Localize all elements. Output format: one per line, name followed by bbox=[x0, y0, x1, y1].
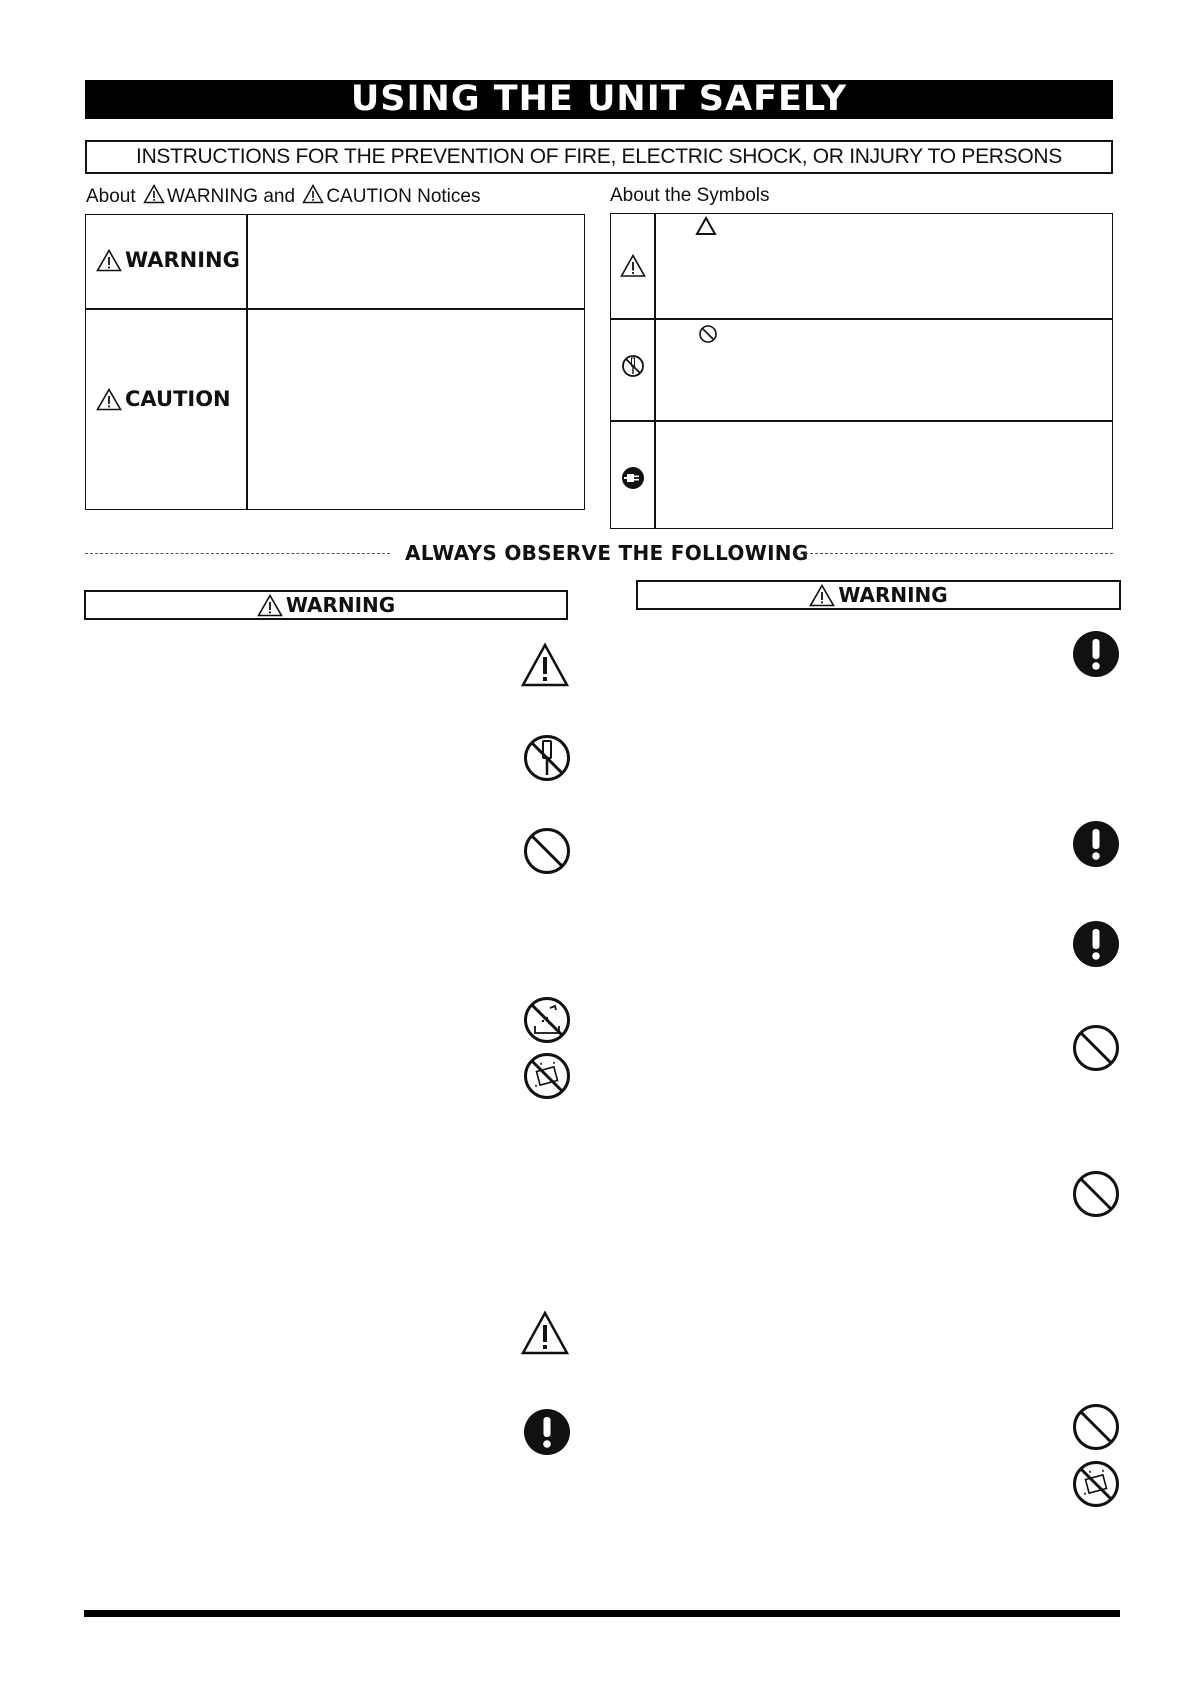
caution-notice-text: CAUTION bbox=[125, 387, 231, 411]
notices-divider-vertical bbox=[246, 215, 248, 509]
right-warning-header bbox=[636, 580, 1121, 610]
notices-heading-about: About bbox=[86, 186, 136, 207]
symbols-divider-row2 bbox=[611, 420, 1112, 422]
right-warning-header-text: WARNING bbox=[838, 583, 948, 607]
mandatory-icon bbox=[1072, 630, 1120, 678]
notices-heading-caution: CAUTION Notices bbox=[326, 186, 481, 207]
warning-triangle-icon bbox=[96, 249, 122, 272]
unplug-icon bbox=[621, 466, 645, 490]
no-disassemble-icon bbox=[621, 354, 645, 378]
caution-triangle-icon bbox=[96, 388, 122, 411]
prohibited-icon bbox=[523, 827, 571, 875]
notices-table bbox=[85, 214, 585, 510]
alert-triangle-icon bbox=[520, 1310, 570, 1356]
warning-triangle-icon bbox=[143, 184, 165, 204]
symbols-divider-vertical bbox=[654, 214, 656, 528]
notices-heading-warning: WARNING bbox=[166, 186, 259, 207]
bottom-rule bbox=[84, 1610, 1120, 1617]
page-title: USING THE UNIT SAFELY bbox=[85, 80, 1113, 119]
small-triangle-icon bbox=[695, 216, 717, 236]
observe-heading: ALWAYS OBSERVE THE FOLLOWING bbox=[405, 541, 809, 565]
left-warning-header-text: WARNING bbox=[285, 593, 396, 617]
small-prohibited-icon bbox=[698, 324, 718, 344]
caution-triangle-icon bbox=[302, 184, 324, 204]
caution-notice-label bbox=[96, 387, 231, 411]
symbols-table bbox=[610, 213, 1113, 529]
mandatory-icon bbox=[1072, 820, 1120, 868]
symbols-heading: About the Symbols bbox=[610, 185, 770, 206]
no-liquid-icon bbox=[1072, 1460, 1120, 1508]
observe-dash-right bbox=[795, 553, 1113, 554]
prohibited-icon bbox=[1072, 1403, 1120, 1451]
notices-heading bbox=[86, 184, 480, 208]
warning-notice-label bbox=[96, 248, 240, 272]
alert-triangle-icon bbox=[620, 254, 646, 278]
no-disassemble-icon bbox=[523, 734, 571, 782]
mandatory-icon bbox=[523, 1408, 571, 1456]
left-warning-header bbox=[84, 590, 568, 620]
prohibited-icon bbox=[1072, 1170, 1120, 1218]
no-liquid-icon bbox=[523, 1052, 571, 1100]
no-water-icon bbox=[523, 996, 571, 1044]
observe-dash-left bbox=[85, 553, 390, 554]
notices-divider-horizontal bbox=[86, 308, 584, 310]
notices-heading-and: and bbox=[263, 186, 296, 207]
warning-notice-text: WARNING bbox=[125, 248, 240, 272]
warning-triangle-icon bbox=[809, 584, 835, 607]
symbols-divider-row1 bbox=[611, 318, 1112, 320]
alert-triangle-icon bbox=[520, 642, 570, 688]
warning-triangle-icon bbox=[257, 594, 283, 617]
page-subtitle: INSTRUCTIONS FOR THE PREVENTION OF FIRE, ELECTRIC SHOCK, OR INJURY TO PERSONS bbox=[85, 140, 1113, 174]
prohibited-icon bbox=[1072, 1024, 1120, 1072]
mandatory-icon bbox=[1072, 920, 1120, 968]
